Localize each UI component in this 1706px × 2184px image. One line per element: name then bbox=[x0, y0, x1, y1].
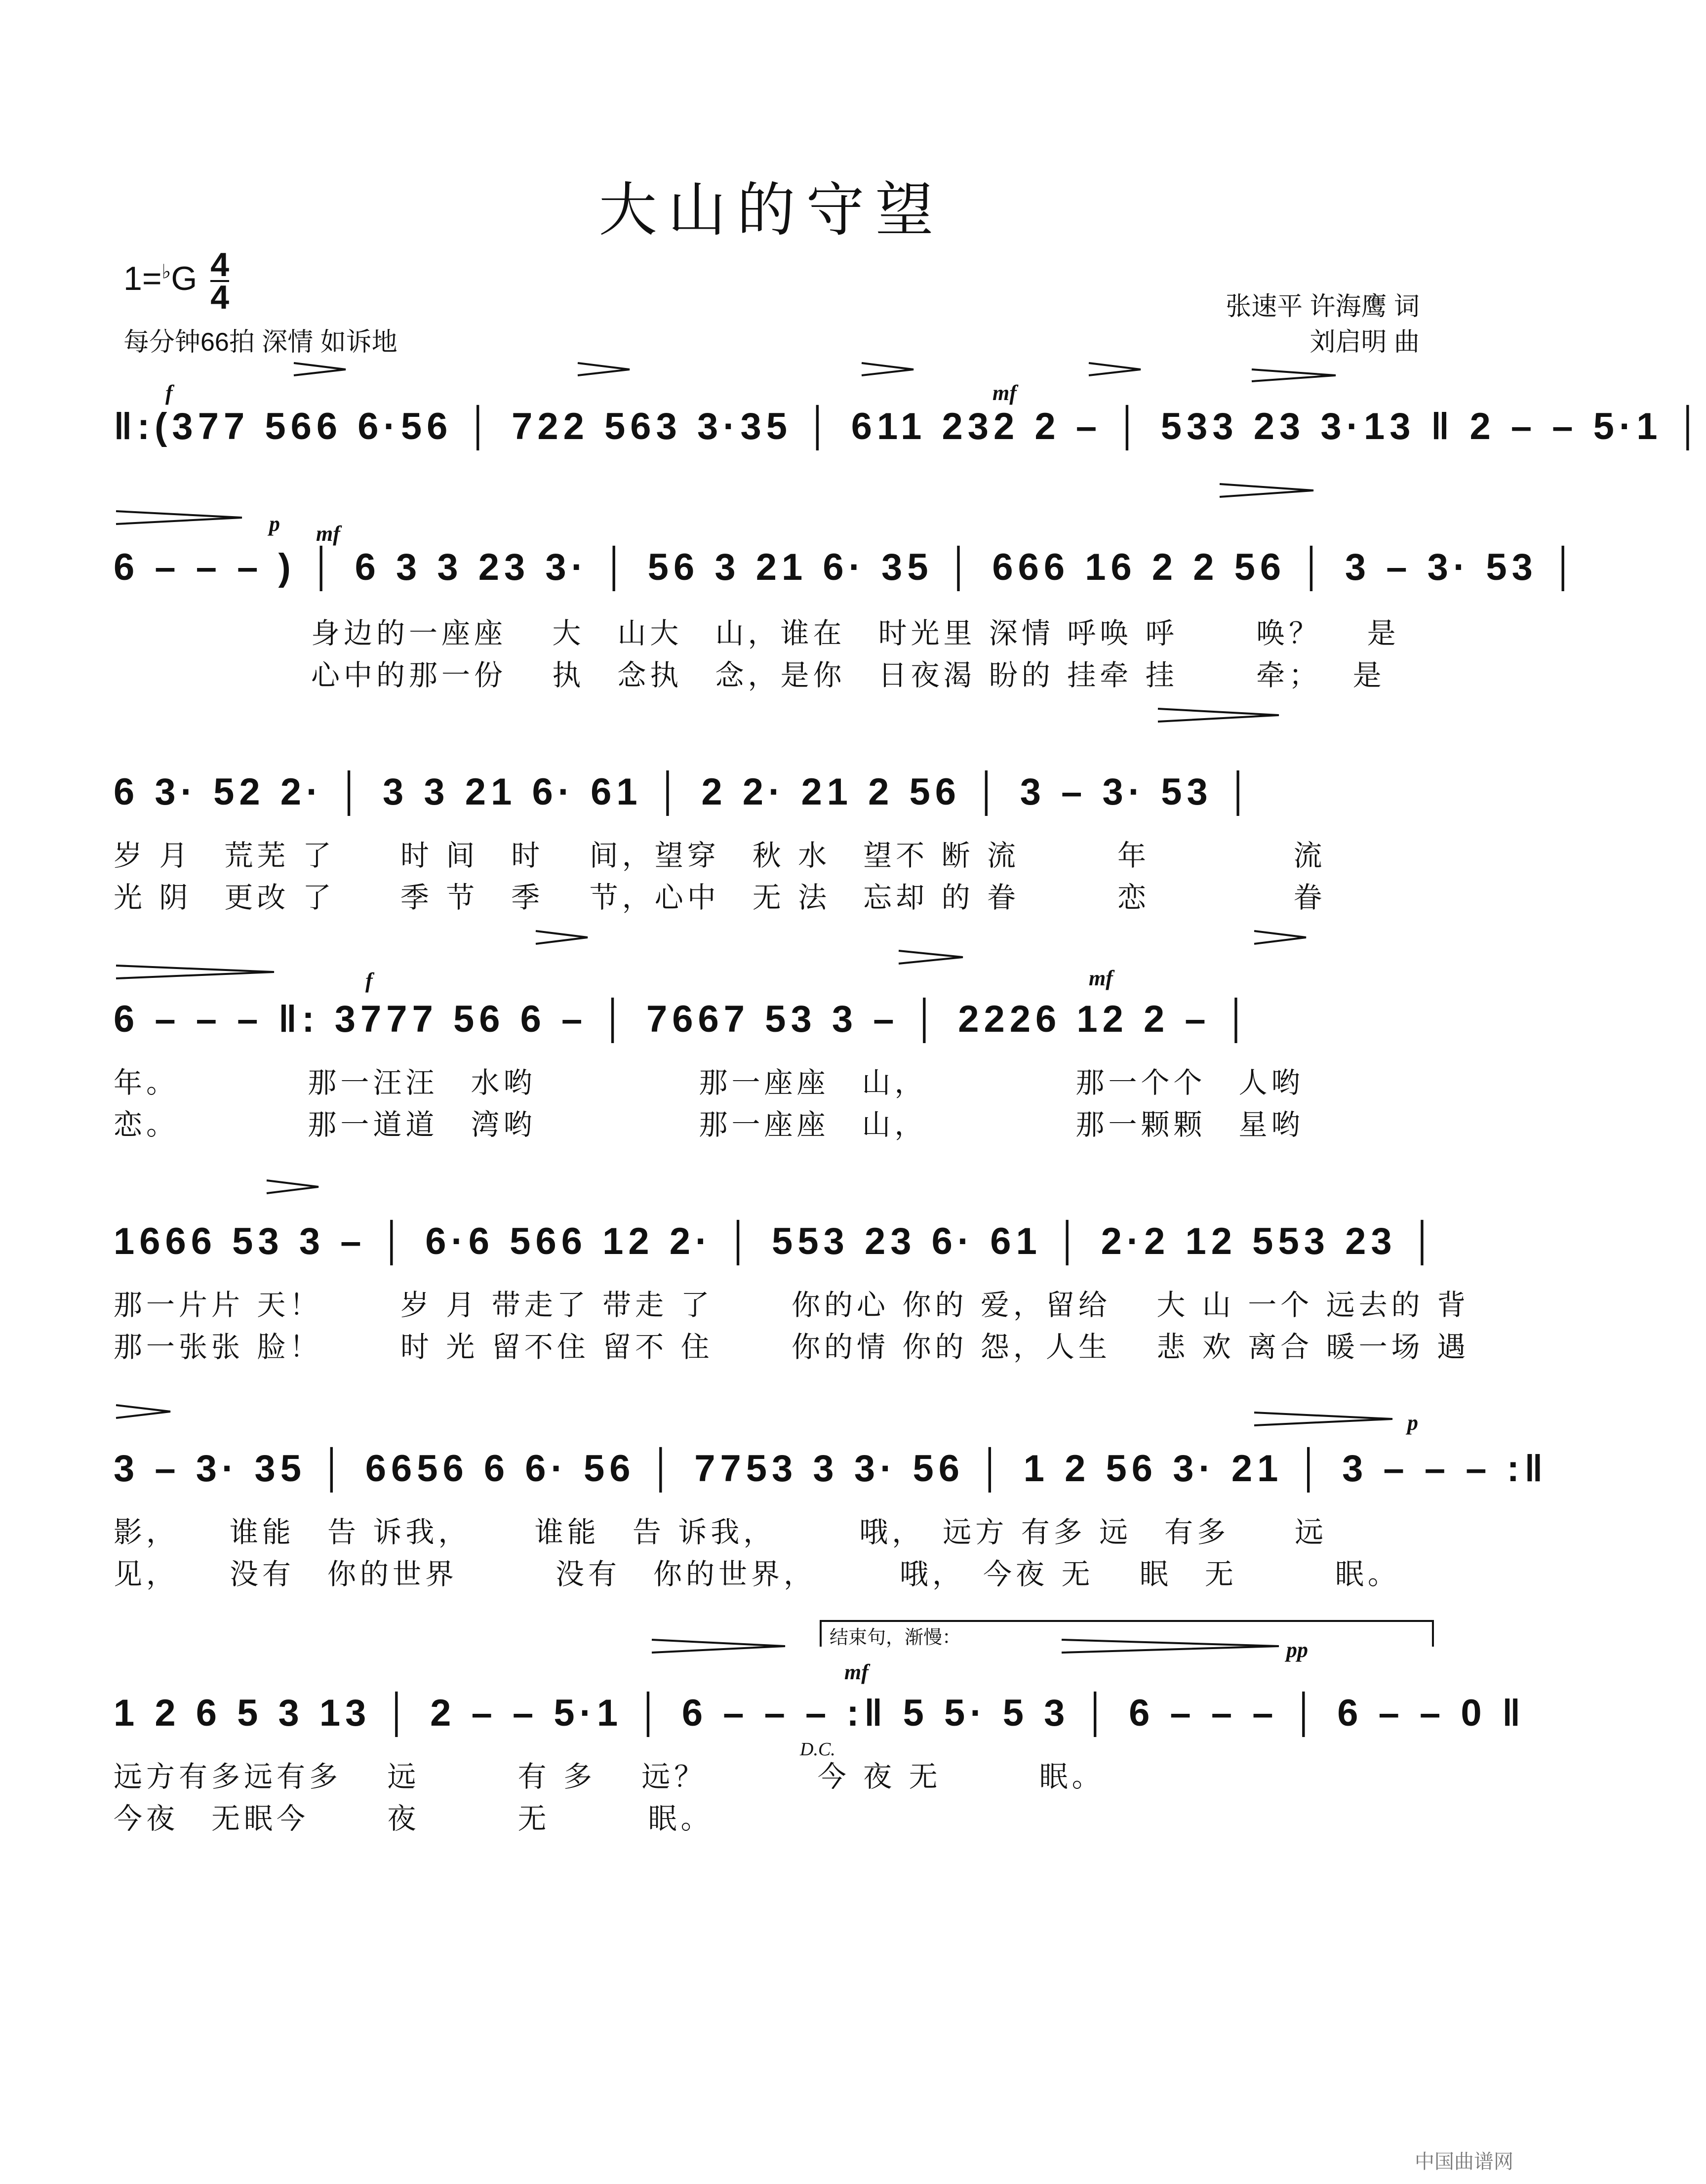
notes-line: 6 – – – ) │ 6 3 3 23 3· │ 56 3 21 6· 35 │ 666 16 2 2 56 │ 3 – 3· 53 │ bbox=[114, 546, 1582, 588]
lyrics-verse-2: 那一张张 脸！ 时 光 留不住 留不 住 你的情 你的 怨，人生 悲 欢 离合 暖一场 遇 bbox=[114, 1330, 1470, 1364]
lyrics-verse-1: 年。 那一汪汪 水哟 那一座座 山， 那一个个 人哟 bbox=[114, 1066, 1304, 1099]
coda-instruction: 结束句，渐慢： bbox=[830, 1627, 961, 1648]
lyrics-verse-1: 身边的一座座 大 山大 山，谁在 时光里 深情 呼唤 呼 唤？ 是 bbox=[311, 616, 1400, 650]
lyrics-verse-1: 远方有多远有多 远 有 多 远？ 今 夜 无 眠。 bbox=[114, 1760, 1105, 1793]
key-prefix: 1= bbox=[123, 259, 162, 297]
time-unit: 4 bbox=[210, 279, 230, 316]
song-title: 大山的守望 bbox=[598, 178, 945, 243]
crescendo-hairpin bbox=[1254, 1413, 1392, 1425]
accent-mark bbox=[267, 1180, 318, 1193]
accent-mark bbox=[116, 1405, 170, 1418]
accent-mark bbox=[1158, 709, 1279, 722]
watermark-logo: 中国曲谱网 bbox=[1415, 2151, 1513, 2173]
notes-line: 3 – 3· 35 │ 6656 6 6· 56 │ 7753 3 3· 56 │ 1 2 56 3· 21 │ 3 – – – :‖ bbox=[114, 1448, 1548, 1490]
accent-mark bbox=[294, 363, 346, 375]
lyrics-verse-1: 影， 谁能 告 诉我， 谁能 告 诉我， 哦， 远方 有多 远 有多 远 bbox=[114, 1515, 1328, 1549]
key-note: G bbox=[171, 259, 198, 297]
accent-mark bbox=[1254, 931, 1306, 944]
notes-line: 1 2 6 5 3 13 │ 2 – – 5·1 │ 6 – – – :‖ 5 5· 5 3 │ 6 – – – │ 6 – – 0 ‖ bbox=[114, 1692, 1526, 1734]
dynamic-mark: f bbox=[165, 381, 173, 405]
lyrics-verse-2: 今夜 无眠今 夜 无 眠。 bbox=[114, 1802, 714, 1835]
flat-sign: ♭ bbox=[161, 261, 171, 283]
notes-line: 6 – – – ‖: 3777 56 6 – │ 7667 53 3 – │ 2226 12 2 – │ bbox=[114, 998, 1255, 1040]
accent-mark bbox=[862, 363, 913, 375]
composer: 刘启明 曲 bbox=[1309, 328, 1420, 357]
dynamic-mark: mf bbox=[844, 1660, 869, 1684]
diminuendo-hairpin bbox=[116, 966, 274, 978]
lyrics-verse-2: 光 阴 更改 了 季 节 季 节，心中 无 法 忘却 的 眷 恋 眷 bbox=[114, 881, 1326, 914]
notes-line: ‖:(377 566 6·56 │ 722 563 3·35 │ 611 232 2 – │ 533 23 3·13 ‖ 2 – – 5·1 │ bbox=[114, 405, 1706, 447]
dynamic-mark: mf bbox=[1089, 966, 1113, 990]
accent-mark bbox=[1220, 484, 1313, 497]
da-capo-mark: D.C. bbox=[800, 1739, 835, 1760]
dynamic-mark: mf bbox=[316, 522, 340, 546]
lyrics-verse-2: 见， 没有 你的世界 没有 你的世界， 哦， 今夜 无 眠 无 眠。 bbox=[114, 1557, 1400, 1591]
tempo-marking: 每分钟66拍 深情 如诉地 bbox=[123, 328, 397, 357]
lyrics-verse-2: 心中的那一份 执 念执 念，是你 日夜渴 盼的 挂牵 挂 牵； 是 bbox=[311, 658, 1386, 692]
diminuendo-hairpin bbox=[116, 511, 242, 524]
lyrics-verse-2: 恋。 那一道道 湾哟 那一座座 山， 那一颗颗 星哟 bbox=[114, 1108, 1304, 1141]
lyricists: 张速平 许海鹰 词 bbox=[1226, 292, 1420, 321]
dynamic-mark: pp bbox=[1286, 1638, 1308, 1662]
dynamic-mark: mf bbox=[992, 381, 1017, 405]
accent-mark bbox=[1089, 363, 1141, 375]
notes-line: 6 3· 52 2· │ 3 3 21 6· 61 │ 2 2· 21 2 56 │ 3 – 3· 53 │ bbox=[114, 771, 1257, 813]
accent-mark bbox=[899, 951, 963, 964]
accent-mark bbox=[578, 363, 630, 375]
time-beats: 4 bbox=[210, 246, 230, 283]
accent-mark bbox=[652, 1640, 785, 1653]
diminuendo-hairpin bbox=[1062, 1640, 1279, 1653]
lyrics-verse-1: 岁 月 荒芜 了 时 间 时 间，望穿 秋 水 望不 断 流 年 流 bbox=[114, 839, 1326, 872]
dynamic-mark: p bbox=[1407, 1411, 1418, 1435]
lyrics-verse-1: 那一片片 天！ 岁 月 带走了 带走 了 你的心 你的 爱，留给 大 山 一个 远去的 背 bbox=[114, 1288, 1470, 1322]
accent-mark bbox=[1252, 369, 1336, 381]
dynamic-mark: p bbox=[269, 512, 280, 536]
accent-mark bbox=[536, 931, 588, 944]
notes-line: 1666 53 3 – │ 6·6 566 12 2· │ 553 23 6· 61 │ 2·2 12 553 23 │ bbox=[114, 1220, 1441, 1262]
dynamic-mark: f bbox=[365, 969, 373, 993]
